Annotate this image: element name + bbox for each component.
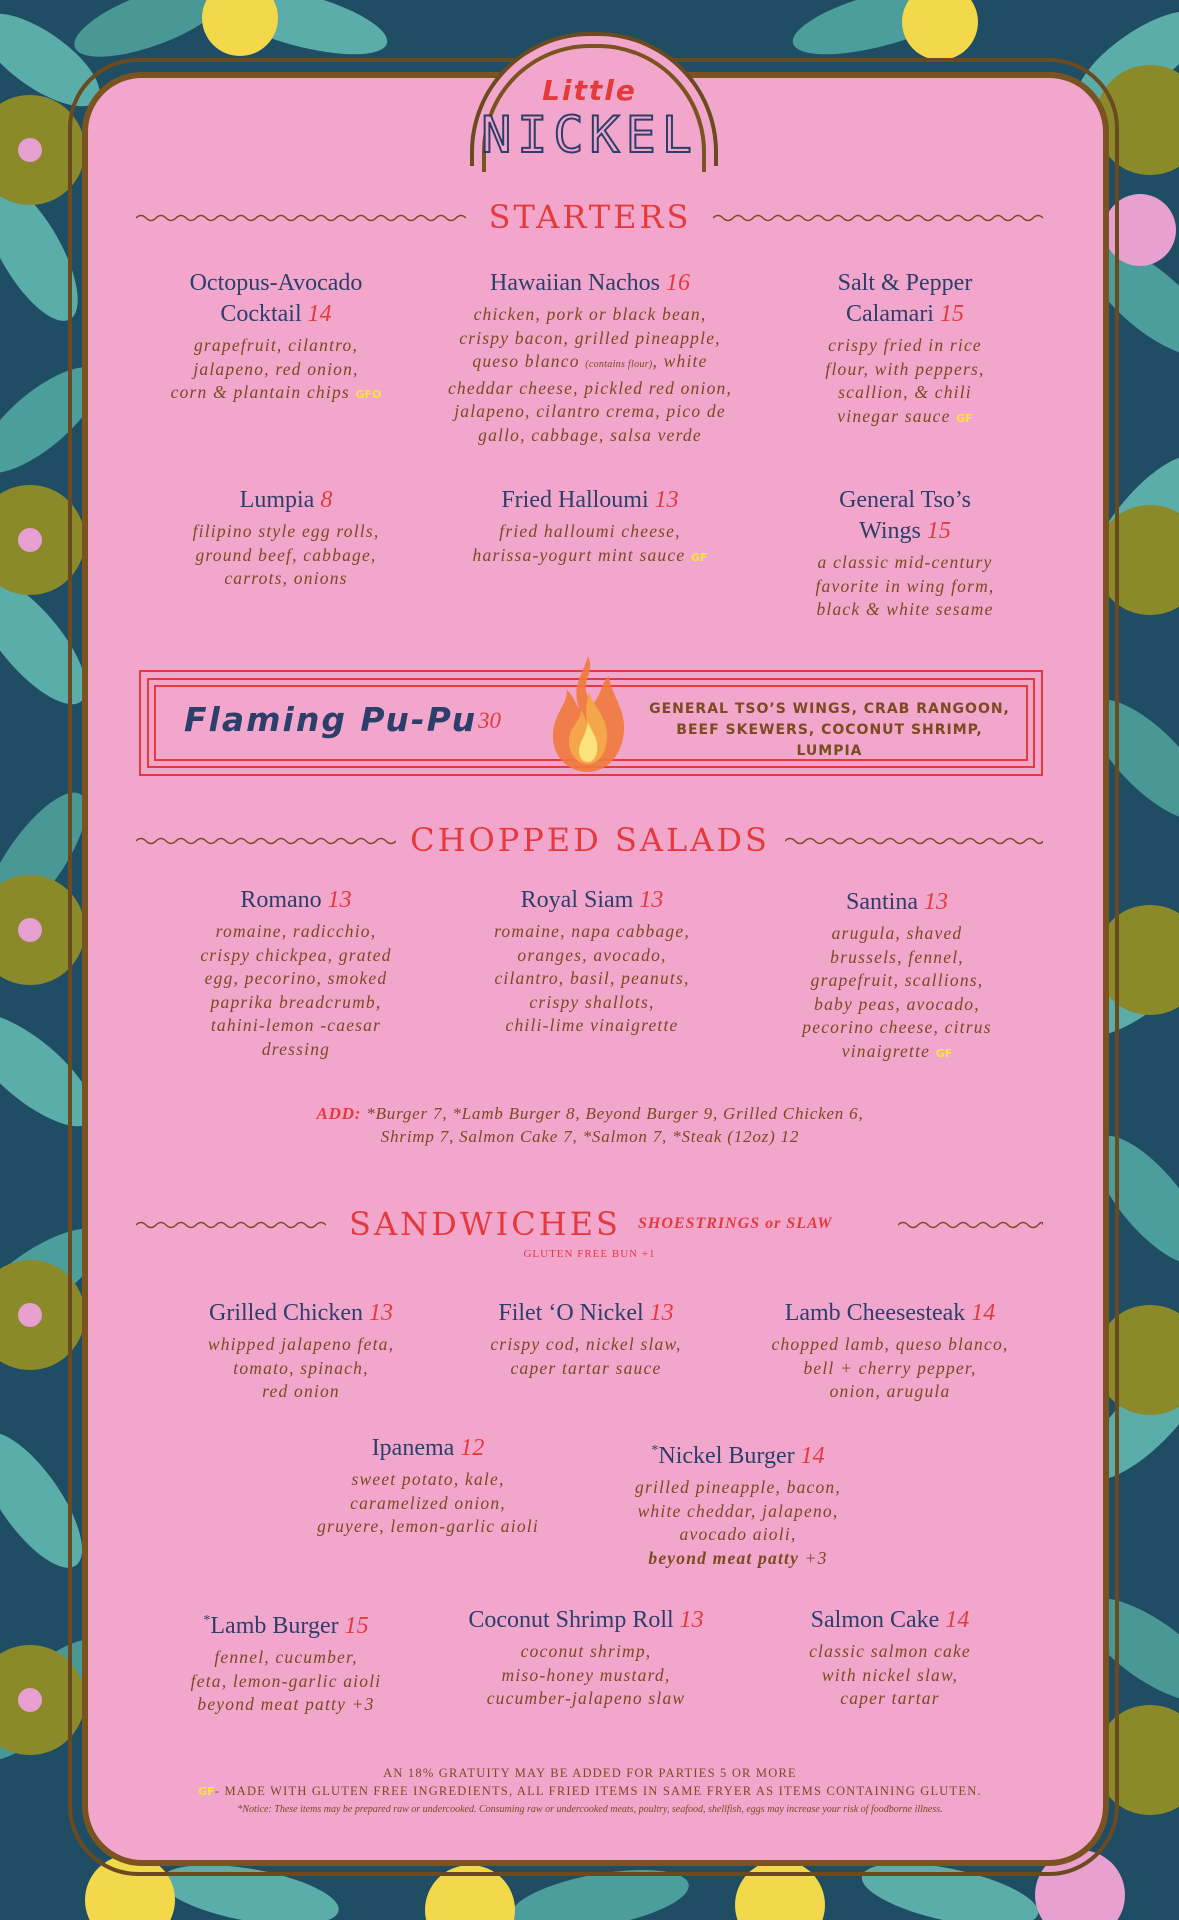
pupu-price: 30 <box>478 708 501 733</box>
item-price: 13 <box>639 887 664 913</box>
item-description: whipped jalapeno feta, tomato, spinach, red onion <box>207 1334 395 1401</box>
item-name: Ipanema 12 <box>371 1435 485 1461</box>
menu-item <box>156 1298 446 1404</box>
item-description: classic salmon cake with nickel slaw, caper tartar <box>809 1641 971 1708</box>
menu-item <box>146 1605 426 1717</box>
section-title-salads: CHOPPED SALADS <box>410 821 770 859</box>
gf-badge: GF <box>198 1785 215 1798</box>
menu-item <box>446 885 738 1038</box>
item-description: chopped lamb, queso blanco, bell + cherry pepper, onion, arugula <box>771 1334 1009 1401</box>
item-price: 8 <box>320 487 333 513</box>
menu-item <box>156 885 436 1061</box>
gf-badge: GF <box>690 550 708 564</box>
item-price: 13 <box>368 1300 393 1326</box>
menu-item <box>758 887 1036 1065</box>
menu-item <box>430 485 750 569</box>
divider-wave <box>136 836 396 846</box>
divider-wave <box>136 213 466 223</box>
item-name: Lumpia 8 <box>239 487 333 513</box>
section-title-starters: STARTERS <box>488 198 692 236</box>
menu-item <box>760 1605 1020 1711</box>
menu-item <box>740 1298 1040 1404</box>
logo-nickel: NICKEL <box>481 106 698 164</box>
pupu-name: Flaming Pu-Pu <box>184 700 478 739</box>
item-description: romaine, napa cabbage, oranges, avocado, cilantro, basil, peanuts, crispy shallots, chili-lime vinaigrette <box>494 921 690 1035</box>
menu-item <box>770 485 1040 622</box>
item-name: Salt & Pepper Calamari 15 <box>837 270 973 327</box>
divider-wave <box>785 836 1043 846</box>
item-description: sweet potato, kale, caramelized onion, gruyere, lemon-garlic aioli <box>317 1469 539 1536</box>
item-name: *Nickel Burger 14 <box>651 1443 825 1469</box>
item-description: crispy fried in rice flour, with peppers, scallion, & chili vinegar sauce GF <box>825 335 985 426</box>
menu-item <box>146 485 426 591</box>
item-name: Santina 13 <box>846 889 948 915</box>
logo-little: Little <box>542 74 637 107</box>
flame-icon <box>545 652 631 774</box>
item-name: Lamb Cheesesteak 14 <box>784 1300 996 1326</box>
item-name: General Tso’s Wings 15 <box>839 487 971 544</box>
item-description: grapefruit, cilantro, jalapeno, red onion, corn & plantain chips GFO <box>170 335 382 402</box>
divider-wave <box>136 1220 326 1230</box>
raw-food-notice: *Notice: These items may be prepared raw or undercooked. Consuming raw or undercooked meats, poultry, seafood, shellfish, eggs may increase your risk of foodborne illness. <box>237 1804 943 1815</box>
item-description: filipino style egg rolls, ground beef, cabbage, carrots, onions <box>192 521 380 588</box>
item-price: 16 <box>665 270 690 296</box>
gf-badge: GF <box>956 411 973 425</box>
menu-item <box>136 268 416 407</box>
sandwich-sides: SHOESTRINGS or SLAW <box>638 1215 833 1232</box>
item-name: Coconut Shrimp Roll 13 <box>468 1607 704 1633</box>
item-description: fennel, cucumber, feta, lemon-garlic aioli beyond meat patty +3 <box>190 1647 382 1714</box>
menu-item <box>436 1605 736 1711</box>
gluten-free-bun: GLUTEN FREE BUN +1 <box>523 1248 656 1260</box>
item-price: 15 <box>926 518 951 544</box>
item-description: romaine, radicchio, crispy chickpea, grated egg, pecorino, smoked paprika breadcrumb, tahini-lemon -caesar dressing <box>200 921 392 1059</box>
gf-badge: GF <box>935 1046 953 1060</box>
item-description: chicken, pork or black bean, crispy bacon, grilled pineapple, queso blanco (contains flour), white cheddar cheese, pickled red onion, jalapeno, cilantro crema, pico de gallo, cabbage, salsa verde <box>447 304 733 445</box>
divider-wave <box>898 1220 1043 1230</box>
menu-item <box>598 1435 878 1570</box>
item-price: 12 <box>460 1435 485 1461</box>
item-price: 13 <box>924 889 948 915</box>
menu-item <box>770 268 1040 430</box>
pupu-description: GENERAL TSO’S WINGS, CRAB RANGOON, BEEF SKEWERS, COCONUT SHRIMP, LUMPIA <box>649 701 1010 759</box>
item-price: 13 <box>654 487 679 513</box>
item-name: Romano 13 <box>240 887 352 913</box>
item-price: 15 <box>939 301 964 327</box>
item-description: grilled pineapple, bacon, white cheddar, jalapeno, avocado aioli, beyond meat patty +3 <box>635 1477 841 1568</box>
item-price: 14 <box>800 1443 825 1469</box>
item-name: Filet ‘O Nickel 13 <box>498 1300 674 1326</box>
salad-add-ons: ADD: *Burger 7, *Lamb Burger 8, Beyond Burger 9, Grilled Chicken 6, Shrimp 7, Salmon Cake 7, *Salmon 7, *Steak (12oz) 12 <box>316 1104 864 1146</box>
gfo-badge: GFO <box>355 388 382 401</box>
item-name: Fried Halloumi 13 <box>501 487 679 513</box>
section-title-sandwiches: SANDWICHES <box>349 1205 621 1243</box>
item-name: Royal Siam 13 <box>520 887 664 913</box>
item-name: Hawaiian Nachos 16 <box>490 270 690 296</box>
item-price: 13 <box>649 1300 674 1326</box>
item-price: 13 <box>327 887 352 913</box>
item-price: 14 <box>307 301 332 327</box>
item-price: 15 <box>344 1613 369 1639</box>
menu-item <box>288 1433 568 1539</box>
item-name: *Lamb Burger 15 <box>203 1613 369 1639</box>
item-price: 14 <box>971 1300 996 1326</box>
item-description: a classic mid-century favorite in wing form, black & white sesame <box>815 552 995 619</box>
item-price: 14 <box>945 1607 970 1633</box>
item-description: fried halloumi cheese, harissa-yogurt mint sauce GF <box>472 521 708 565</box>
item-description: arugula, shaved brussels, fennel, grapefruit, scallions, baby peas, avocado, pecorino cheese, citrus vinaigrette GF <box>802 923 992 1061</box>
item-description: coconut shrimp, miso-honey mustard, cucumber-jalapeno slaw <box>486 1641 686 1708</box>
gratuity-note: AN 18% GRATUITY MAY BE ADDED FOR PARTIES 5 OR MORE <box>383 1766 797 1780</box>
item-name: Grilled Chicken 13 <box>209 1300 393 1326</box>
item-name: Octopus-Avocado Cocktail 14 <box>189 270 363 327</box>
gluten-free-note: GF- MADE WITH GLUTEN FREE INGREDIENTS, ALL FRIED ITEMS IN SAME FRYER AS ITEMS CONTAINING GLUTEN. <box>198 1784 982 1798</box>
item-description: crispy cod, nickel slaw, caper tartar sauce <box>490 1334 682 1378</box>
divider-wave <box>713 213 1043 223</box>
menu-item <box>446 1298 726 1380</box>
item-price: 13 <box>679 1607 704 1633</box>
menu-item <box>415 268 765 447</box>
item-name: Salmon Cake 14 <box>810 1607 970 1633</box>
